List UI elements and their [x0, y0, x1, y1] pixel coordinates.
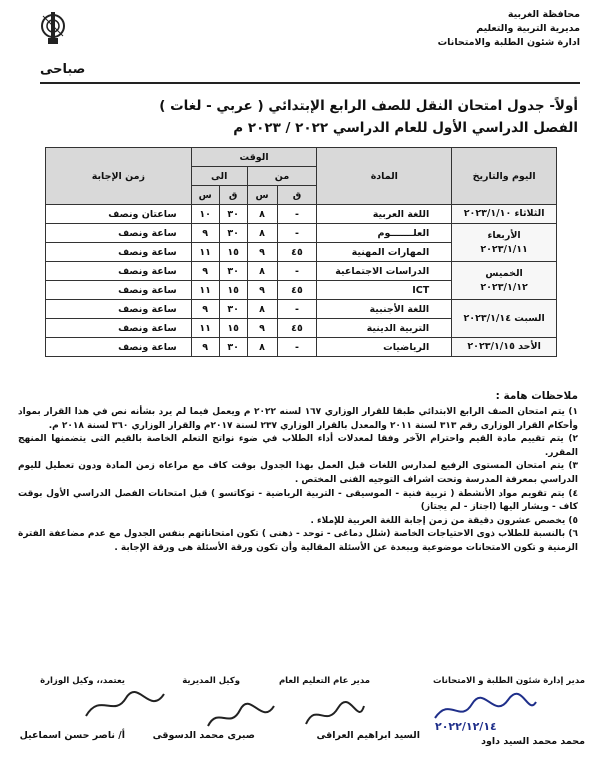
date-cell: الثلاثاء ٢٠٢٣/١/١٠: [452, 205, 557, 224]
to-q-cell: ٣٠: [219, 262, 247, 281]
from-q-cell: -: [277, 262, 317, 281]
governorate-label: محافظة الغربية: [507, 9, 580, 20]
from-q-cell: -: [277, 224, 317, 243]
note-item: ٤) يتم تقويم مواد الأنشطة ( تربية فنية - الموسيقى - التربية الرياضية - توكاتسو ) قبل امتحانات الفصل الدراسي الأول بوقت كاف - ويشار اليها (اجتاز - لم يجتاز): [18, 488, 578, 513]
header-from-q: ق: [277, 186, 317, 205]
to-q-cell: ٣٠: [219, 224, 247, 243]
duration-cell: ساعة ونصف: [46, 281, 192, 300]
duration-cell: ساعة ونصف: [46, 243, 192, 262]
name-director-exams: محمد محمد السيد داود: [481, 736, 585, 747]
header-from: من: [247, 167, 317, 186]
to-s-cell: ٩: [191, 338, 219, 357]
header-divider: [40, 82, 580, 84]
date-value: ٢٠٢٣/١/١١: [480, 243, 528, 255]
letterhead: [380, 8, 580, 50]
duration-cell: ساعة ونصف: [46, 300, 192, 319]
notes-heading: ملاحظات هامة :: [495, 390, 578, 402]
from-s-cell: ٨: [247, 338, 277, 357]
name-director-general: السيد ابراهيم العراقى: [316, 730, 420, 741]
shift-label: صباحى: [40, 62, 86, 77]
from-q-cell: -: [277, 205, 317, 224]
to-q-cell: ١٥: [219, 243, 247, 262]
from-s-cell: ٩: [247, 243, 277, 262]
to-s-cell: ١١: [191, 243, 219, 262]
note-item: ٢) يتم تقييم مادة القيم واحترام الآخر وفقا لمعدلات أداء الطلاب في ضوء نواتج التعلم الخاصة بالقيم التى يتضمنها المنهج المقرر.: [18, 434, 578, 458]
to-q-cell: ٣٠: [219, 205, 247, 224]
department-label: ادارة شئون الطلبة والامتحانات: [437, 37, 580, 48]
table-row: [46, 205, 557, 224]
duration-cell: ساعة ونصف: [46, 224, 192, 243]
name-undersecretary: أ/ ناصر حسن اسماعيل: [19, 730, 125, 741]
note-item: ٥) يخصص عشرون دقيقة من زمن إجابة اللغة العربية للإملاء .: [310, 515, 578, 526]
to-s-cell: ١٠: [191, 205, 219, 224]
signature-names: [15, 730, 585, 752]
date-cell: الأحد ٢٠٢٣/١/١٥: [452, 338, 557, 357]
from-s-cell: ٨: [247, 300, 277, 319]
table-row: [46, 300, 557, 319]
table-row: [46, 338, 557, 357]
from-s-cell: ٨: [247, 224, 277, 243]
date-cell: السبت ٢٠٢٣/١/١٤: [452, 300, 557, 338]
from-q-cell: ٤٥: [277, 319, 317, 338]
table-row: [46, 224, 557, 243]
to-q-cell: ١٥: [219, 281, 247, 300]
date-cell: [452, 262, 557, 300]
header-from-s: س: [247, 186, 277, 205]
subject-cell: الدراسات الاجتماعية: [317, 262, 452, 281]
subject-cell: اللغة العربية: [317, 205, 452, 224]
subject-cell: اللغة الأجنبية: [317, 300, 452, 319]
header-day-date: اليوم والتاريخ: [452, 148, 557, 205]
directorate-label: مديرية التربية والتعليم: [476, 23, 580, 34]
schedule-table: [45, 147, 557, 357]
to-q-cell: ١٥: [219, 319, 247, 338]
table-header-row: [46, 148, 557, 167]
subject-cell: الرياضيات: [317, 338, 452, 357]
header-time: الوقت: [191, 148, 317, 167]
role-deputy: وكيل المديرية: [182, 676, 240, 686]
to-s-cell: ٩: [191, 224, 219, 243]
table-row: [46, 262, 557, 281]
to-q-cell: ٣٠: [219, 300, 247, 319]
duration-cell: ساعة ونصف: [46, 319, 192, 338]
page-title: أولاً- جدول امتحان النقل للصف الرابع الإبتدائي ( عربي - لغات ): [159, 98, 578, 114]
from-s-cell: ٨: [247, 262, 277, 281]
ministry-logo-icon: [40, 8, 66, 48]
subject-cell: ICT: [317, 281, 452, 300]
from-q-cell: -: [277, 338, 317, 357]
signature-scribble-icon: [300, 698, 370, 734]
date-value: ٢٠٢٣/١/١٢: [480, 281, 528, 293]
note-item: ٦) بالنسبة للطلاب ذوى الاحتياجات الخاصة (شلل دماغى - توحد - ذهنى ) تكون امتحاناتهم بنفس الجدول مع عدم مضاعفة الفترة الزمنية و تكون الامتحانات موضوعية ويبعدة عن الأسئلة المقالية وأن تكون ورقة الأسئلة هى ورقة الإجابة .: [18, 529, 578, 553]
note-item: ٣) يتم امتحان المستوى الرفيع لمدارس اللغات قبل العمل بهذا الجدول بوقت كاف مع مراعاه زمن المادة ودون تعطيل لليوم الدراسي بمعرفة المدرسة وتحت اشراف التوجيه الفنى المختص .: [18, 461, 578, 485]
date-cell: [452, 224, 557, 262]
to-s-cell: ١١: [191, 319, 219, 338]
header-to-s: س: [191, 186, 219, 205]
handwritten-date: ٢٠٢٢/١٢/١٤: [435, 720, 497, 733]
note-item: ١) يتم امتحان الصف الرابع الابتدائي طبقا للقرار الوزاري ١٦٧ لسنه ٢٠٢٢ م ويعمل فيما لم يرد بشأنه نص في هذا القرار بمواد وأحكام القرار الوزارى رقم ٣١٣ لسنة ٢٠١١ والمعدل بالقرار الوزاري ٢٣٧ لسنة ٢٠١٧م والقرار الوزاري ٣٦٠ لسنة ٢٠١٨ م.: [18, 407, 579, 431]
to-s-cell: ٩: [191, 262, 219, 281]
date-day: الخميس: [485, 267, 523, 279]
header-duration: زمن الإجابة: [46, 148, 192, 205]
duration-cell: ساعة ونصف: [46, 262, 192, 281]
date-day: الأربعاء: [487, 229, 521, 241]
from-s-cell: ٩: [247, 319, 277, 338]
duration-cell: ساعتان ونصف: [46, 205, 192, 224]
role-approved: يعتمد،، وكيل الوزارة: [40, 676, 125, 686]
header-subject: المادة: [317, 148, 452, 205]
subject-cell: المهارات المهنية: [317, 243, 452, 262]
to-s-cell: ٩: [191, 300, 219, 319]
signature-scribble-icon: [80, 686, 170, 726]
subject-cell: التربية الدينية: [317, 319, 452, 338]
from-s-cell: ٩: [247, 281, 277, 300]
subject-cell: العلـــــــوم: [317, 224, 452, 243]
from-q-cell: ٤٥: [277, 281, 317, 300]
duration-cell: ساعة ونصف: [46, 338, 192, 357]
from-q-cell: ٤٥: [277, 243, 317, 262]
from-q-cell: -: [277, 300, 317, 319]
to-s-cell: ١١: [191, 281, 219, 300]
name-deputy: صبرى محمد الدسوقى: [152, 730, 255, 741]
page-subtitle: الفصل الدراسي الأول للعام الدراسي ٢٠٢٢ / ٢٠٢٣ م: [233, 120, 578, 136]
header-to-q: ق: [219, 186, 247, 205]
to-q-cell: ٣٠: [219, 338, 247, 357]
role-director-exams: مدير إدارة شئون الطلبة و الامتحانات: [433, 676, 585, 686]
role-director-general: مدير عام التعليم العام: [278, 676, 370, 686]
header-to: الى: [191, 167, 247, 186]
notes-list: [18, 406, 578, 556]
from-s-cell: ٨: [247, 205, 277, 224]
